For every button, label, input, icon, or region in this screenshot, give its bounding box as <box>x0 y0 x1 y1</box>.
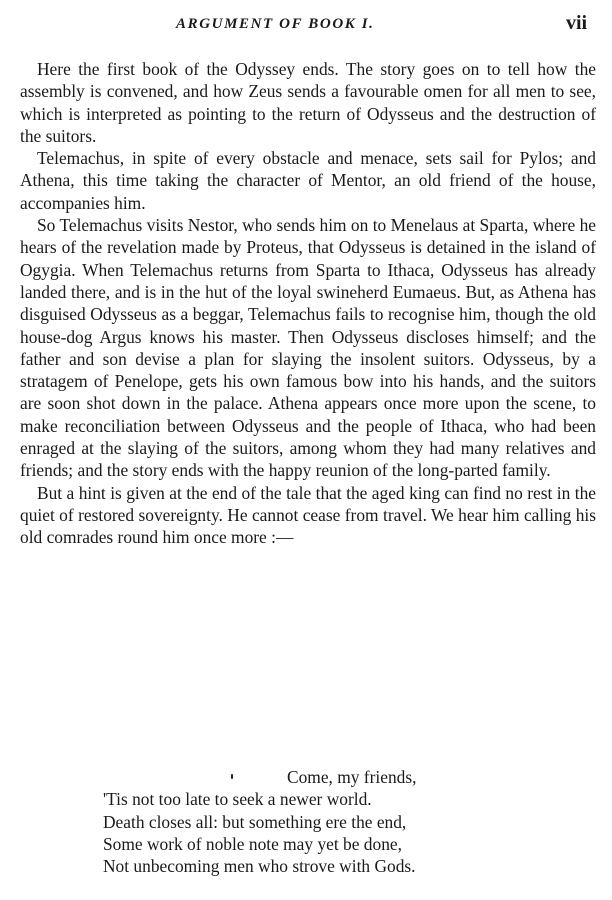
paragraph-book-ends: Here the first book of the Odyssey ends. The story goes on to tell how the assembly is convened, and how Zeus sends a favourable omen for all men to see, which is interpreted as pointing to the return of Odysseus and the destruction of the suitors. <box>20 59 596 146</box>
running-header <box>0 12 612 42</box>
verse-line: 'Tis not too late to seek a newer world. <box>103 789 372 810</box>
running-title: ARGUMENT OF BOOK I. <box>176 16 375 32</box>
argument-text <box>20 58 596 549</box>
page-number: vii <box>566 12 588 34</box>
verse-quotation <box>103 766 573 877</box>
verse-line: Death closes all: but something ere the end, <box>103 811 407 832</box>
paragraph-odysseus-return: So Telemachus visits Nestor, who sends him on to Menelaus at Sparta, where he hears of the revelation made by Proteus, that Odysseus is detained in the island of Ogygia. When Telemachus returns from Sparta to Ithaca, Odysseus has already landed there, and is in the hut of the loyal swineherd Eumaeus. But, as Athena has disguised Odysseus as a beggar, Telemachus fails to recognise him, though the old house-dog Argus knows his master. Then Odysseus discloses himself; and the father and son devise a plan for slaying the insolent suitors. Odysseus, by a stratagem of Penelope, gets his own famous bow into his hands, and the suitors are soon shot down in the palace. Athena appears once more upon the scene, to make reconciliation between Odysseus and the people of Ithaca, who had been enraged at the slaying of the suitors, among whom they had many relatives and friends; and the story ends with the happy reunion of the long-parted family. <box>20 215 596 481</box>
verse-line: Come, my friends, <box>287 767 417 787</box>
verse-line: Some work of noble note may yet be done, <box>103 833 402 854</box>
paragraph-closing-hint: But a hint is given at the end of the tale that the aged king can find no rest in the quiet of restored sovereignty. He cannot cease from travel. We hear him calling his old comrades round him once more :— <box>20 482 596 548</box>
paragraph-telemachus-sails: Telemachus, in spite of every obstacle and menace, sets sail for Pylos; and Athena, this time taking the character of Mentor, an old friend of the house, accompanies him. <box>20 148 596 213</box>
stray-ink-mark <box>231 774 233 779</box>
verse-line: Not unbecoming men who strove with Gods. <box>103 856 416 877</box>
